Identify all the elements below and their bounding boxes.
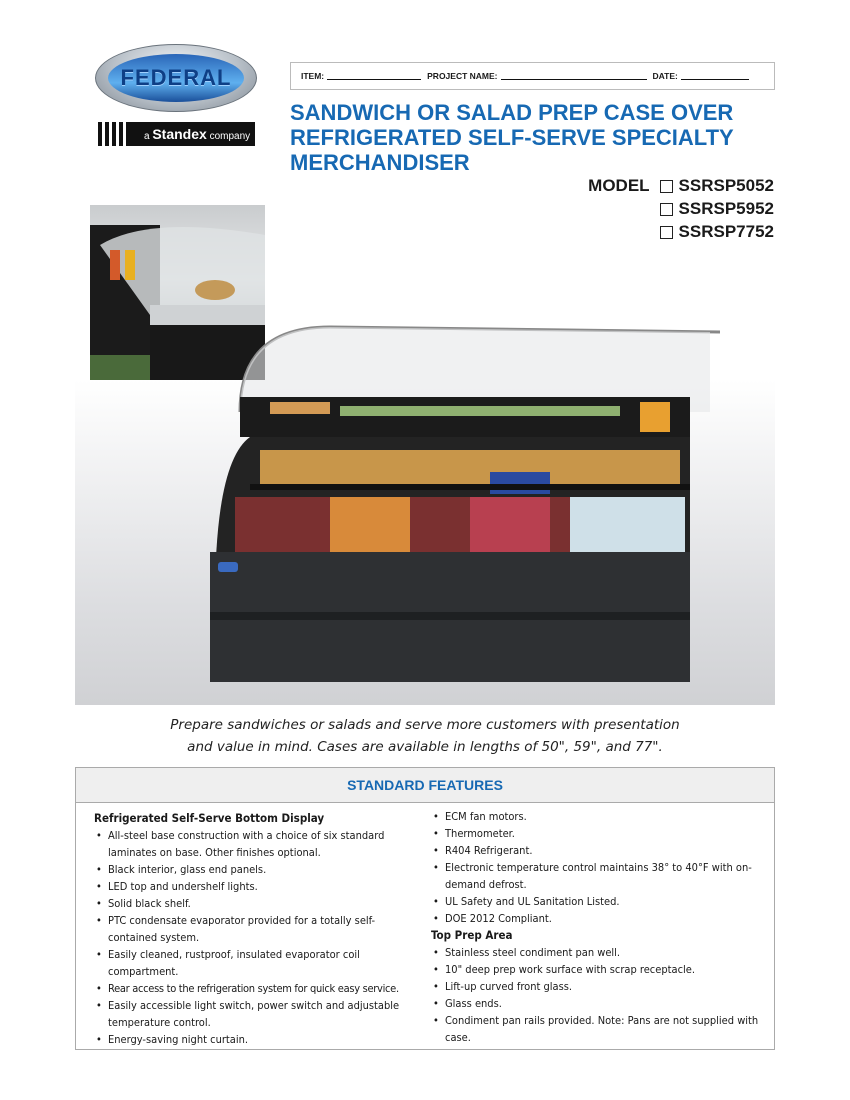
- project-field[interactable]: [501, 72, 647, 80]
- list-item: • Condiment pan rails provided. Note: Pans are not supplied with case.: [431, 1012, 766, 1046]
- model-option[interactable]: MODEL SSRSP5052: [588, 176, 774, 195]
- list-item: • Solid black shelf.: [94, 895, 414, 912]
- checkbox[interactable]: [660, 180, 673, 193]
- list-item: • UL Safety and UL Sanitation Listed.: [431, 893, 766, 910]
- section-heading: Top Prep Area: [431, 928, 513, 942]
- standex-text: a Standex company: [144, 126, 251, 142]
- list-item: • Stainless steel condiment pan well.: [431, 944, 766, 961]
- date-field[interactable]: [681, 72, 749, 80]
- list-item: • R404 Refrigerant.: [431, 842, 766, 859]
- logo-text: FEDERAL: [120, 65, 232, 90]
- merchandiser-photo: [210, 322, 720, 682]
- list-item: • ECM fan motors.: [431, 808, 766, 825]
- list-item: • Black interior, glass end panels.: [94, 861, 414, 878]
- caption: Prepare sandwiches or salads and serve more customers with presentation and value in mind. Cases are available in lengths of 50", 59", and 77".: [170, 717, 680, 755]
- features-left-column: [94, 810, 414, 1048]
- list-item: • Easily accessible light switch, power switch and adjustable temperature control.: [94, 997, 414, 1031]
- section-heading: Refrigerated Self-Serve Bottom Display: [94, 811, 325, 825]
- checkbox[interactable]: [660, 203, 673, 216]
- list-item: • Lift-up curved front glass.: [431, 978, 766, 995]
- list-item: • PTC condensate evaporator provided for a totally self-contained system.: [94, 912, 414, 946]
- standard-features-box: [75, 767, 775, 1050]
- list-item: • Energy-saving night curtain.: [94, 1031, 414, 1048]
- features-right-column: [431, 808, 766, 1046]
- project-info-form: [290, 62, 775, 90]
- project-label: PROJECT NAME:: [427, 71, 498, 81]
- list-item: • Glass ends.: [431, 995, 766, 1012]
- list-item: • Electronic temperature control maintains 38° to 40°F with on-demand defrost.: [431, 859, 766, 893]
- list-item: • Rear access to the refrigeration system for quick easy service.: [94, 980, 414, 997]
- features-heading: STANDARD FEATURES: [76, 768, 774, 803]
- list-item: • Thermometer.: [431, 825, 766, 842]
- list-item: • DOE 2012 Compliant.: [431, 910, 766, 927]
- item-field[interactable]: [327, 72, 421, 80]
- list-item: • 10" deep prep work surface with scrap receptacle.: [431, 961, 766, 978]
- standex-badge: [98, 122, 255, 146]
- page-title: SANDWICH OR SALAD PREP CASE OVER REFRIGERATED SELF-SERVE SPECIALTY MERCHANDISER: [290, 100, 734, 175]
- federal-logo: [95, 44, 257, 112]
- model-option[interactable]: SSRSP7752: [650, 222, 774, 242]
- model-option[interactable]: SSRSP5952: [650, 199, 774, 219]
- date-label: DATE:: [652, 71, 678, 81]
- list-item: • All-steel base construction with a choice of six standard laminates on base. Other finishes optional.: [94, 827, 414, 861]
- list-item: • LED top and undershelf lights.: [94, 878, 414, 895]
- list-item: • Easily cleaned, rustproof, insulated evaporator coil compartment.: [94, 946, 414, 980]
- item-label: ITEM:: [301, 71, 325, 81]
- checkbox[interactable]: [660, 226, 673, 239]
